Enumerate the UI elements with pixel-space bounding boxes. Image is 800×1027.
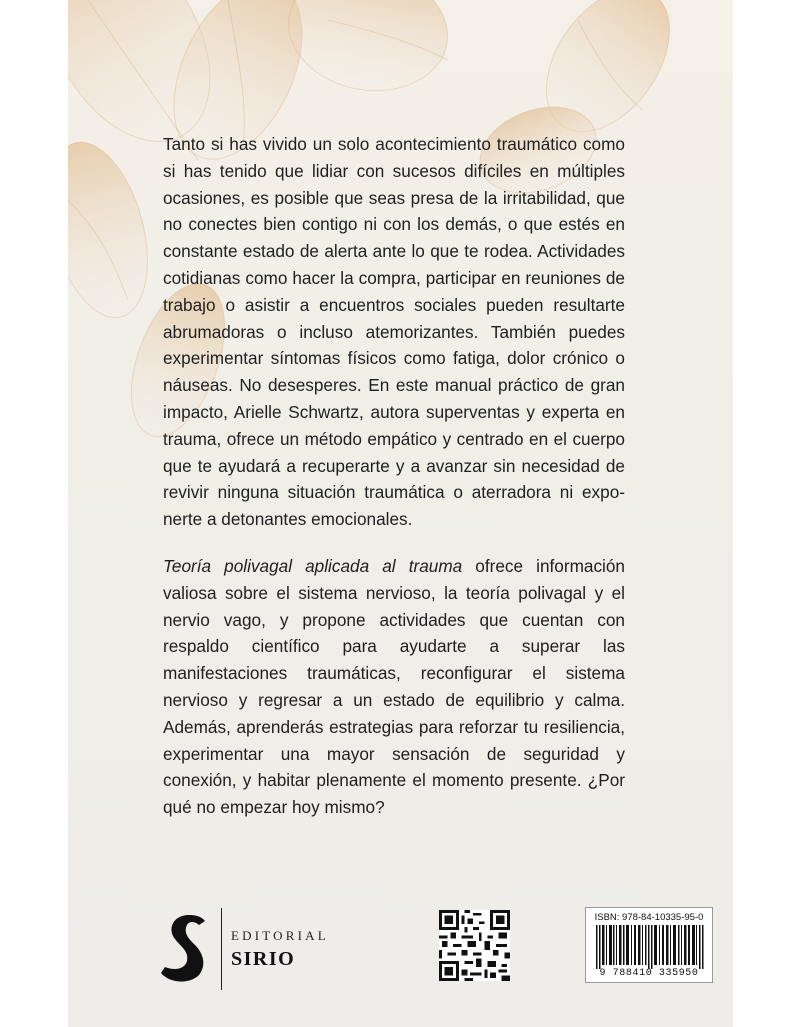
book-title-italic: Teoría polivagal aplicada al trauma bbox=[163, 555, 463, 576]
barcode-bars bbox=[594, 925, 706, 969]
description-paragraph-2-text: ofrece información valiosa sobre el sistema nervioso, la teoría polivagal y el nervio vago, y propone actividades que cuentan con respaldo científico para ayudarte a superar las manifestaciones traumáticas, reconfigurar el sistema nervioso y regresar a un estado de equilibrio y calma. Además, aprenderás estrategias para reforzar tu resiliencia, experimentar una mayor sensación de seguridad y conexión, y habitar plenamente el momento presente. ¿Por qué no empezar hoy mismo? bbox=[163, 555, 625, 818]
publisher-line-1: EDITORIAL bbox=[231, 927, 329, 943]
isbn-barcode bbox=[585, 907, 713, 983]
barcode-digits: 9 788410 335950 bbox=[599, 968, 699, 979]
book-back-cover bbox=[68, 0, 733, 1027]
description-paragraph-2 bbox=[163, 553, 625, 821]
publisher-logo bbox=[159, 908, 329, 990]
description-text bbox=[163, 131, 625, 821]
swan-icon bbox=[159, 913, 207, 985]
publisher-divider bbox=[221, 908, 222, 990]
publisher-wordmark bbox=[231, 928, 329, 971]
publisher-line-2: SIRIO bbox=[231, 947, 296, 970]
description-paragraph-1: Tanto si has vivido un solo acontecimiento traumático como si has tenido que lidiar con sucesos difíciles en múltiples ocasiones, es posible que seas presa de la irritabilidad, que no conectes bien contigo ni con los demás, o que estés en constante estado de alerta ante lo que te rodea. Actividades cotidianas como hacer la compra, participar en reuniones de trabajo o asistir a encuentros sociales pueden resultarte abrumadoras o incluso atemorizantes. También puedes experimentar síntomas físicos como fatiga, dolor crónico o náuseas. No desesperes. En este manual práctico de gran impacto, Arielle Schwartz, autora superventas y experta en trauma, ofrece un método empático y centrado en el cuerpo que te ayudará a recuperarte y a avanzar sin necesidad de revivir ninguna situación traumática o aterradora ni exponerte a detonantes emocionales. bbox=[163, 134, 625, 530]
qr-code-icon[interactable] bbox=[439, 910, 510, 981]
isbn-label: ISBN: 978-84-10335-95-0 bbox=[594, 912, 704, 923]
